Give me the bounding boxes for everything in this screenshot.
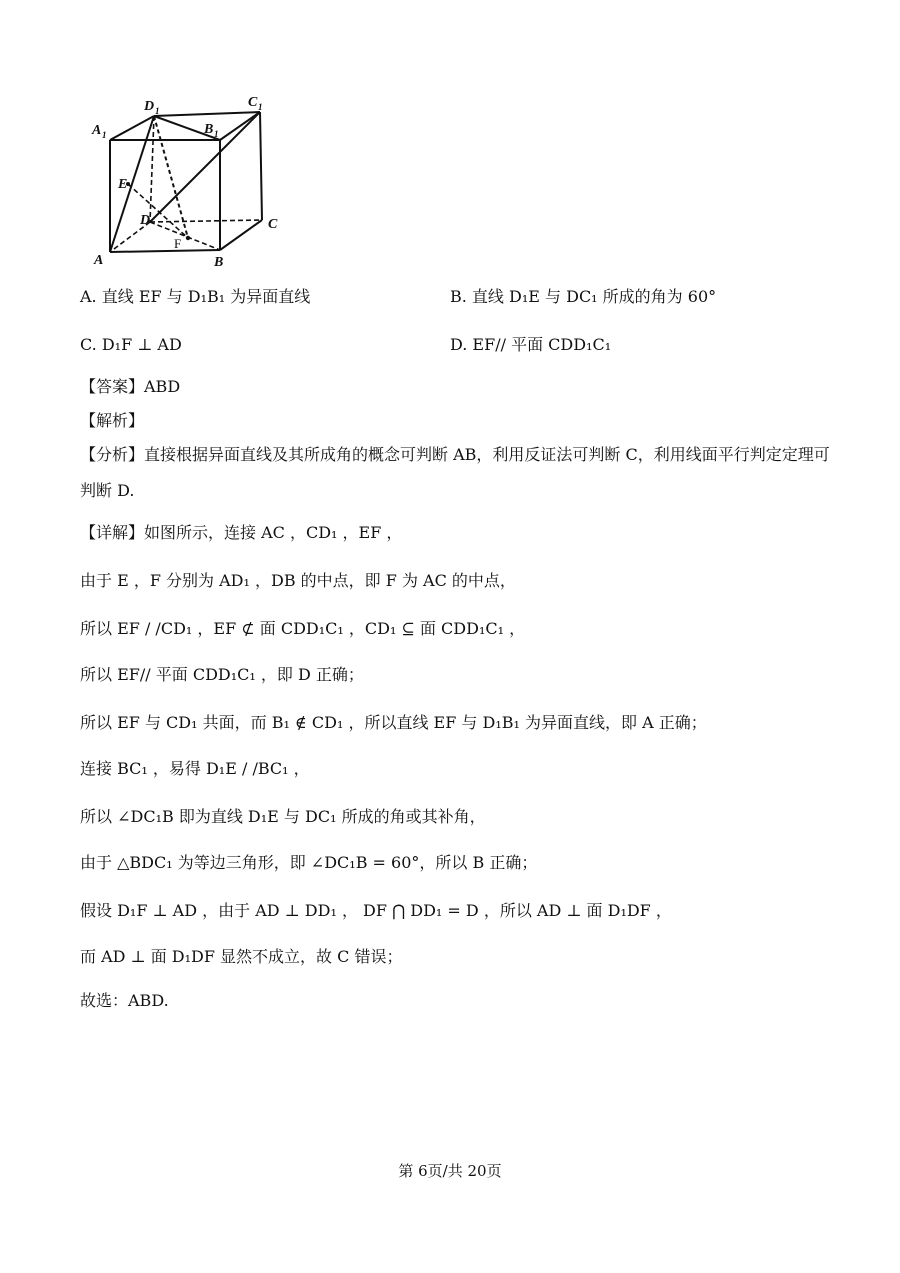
label-c1-sub: 1	[258, 102, 263, 112]
label-b1: B	[204, 122, 214, 137]
solution-line: 所以 EF// 平面 CDD₁C₁ ，即 D 正确；	[80, 665, 364, 684]
solution-line: 故选：ABD.	[80, 991, 169, 1010]
option-c: C. D₁F ⊥ AD	[80, 335, 182, 354]
label-a: A	[94, 253, 104, 268]
label-d: D	[140, 213, 151, 228]
fenxi-line-1: 【分析】直接根据异面直线及其所成角的概念可判断 AB，利用反证法可判断 C，利用线面平行判定定理可	[80, 445, 830, 464]
solution-line: 连接 BC₁ ，易得 D₁E / /BC₁ ，	[80, 759, 310, 778]
cube-diagram	[88, 88, 288, 270]
solution-line: 假设 D₁F ⊥ AD ，由于 AD ⊥ DD₁ ， DF ⋂ DD₁ = D ，所以 AD ⊥ 面 D₁DF ，	[80, 901, 672, 920]
page-footer: 第 6页/共 20页	[398, 1162, 502, 1180]
label-b: B	[214, 255, 224, 270]
label-b1-sub: 1	[214, 129, 219, 139]
label-d1-sub: 1	[155, 106, 160, 116]
label-c: C	[268, 217, 278, 232]
solution-line: 而 AD ⊥ 面 D₁DF 显然不成立，故 C 错误；	[80, 947, 403, 966]
solution-line: 由于 △BDC₁ 为等边三角形，即 ∠DC₁B = 60°，所以 B 正确；	[80, 853, 538, 872]
option-a: A. 直线 EF 与 D₁B₁ 为异面直线	[80, 287, 311, 306]
answer-line: 【答案】ABD	[80, 377, 181, 396]
label-f: F	[174, 236, 182, 251]
fenxi-line-2: 判断 D.	[80, 481, 135, 500]
label-a1: A	[92, 123, 102, 138]
solution-line: 所以 ∠DC₁B 即为直线 D₁E 与 DC₁ 所成的角或其补角，	[80, 807, 486, 826]
cube-figure	[88, 88, 288, 270]
label-a1-sub: 1	[102, 130, 107, 140]
analysis-label: 【解析】	[80, 411, 145, 430]
solution-line: 【详解】如图所示，连接 AC ，CD₁ ，EF ，	[80, 523, 403, 542]
option-d: D. EF// 平面 CDD₁C₁	[450, 335, 612, 354]
label-c1: C	[248, 95, 258, 110]
solution-line: 所以 EF 与 CD₁ 共面，而 B₁ ∉ CD₁ ，所以直线 EF 与 D₁B₁ 为异面直线，即 A 正确；	[80, 713, 707, 732]
label-d1: D	[144, 99, 155, 114]
solution-line: 由于 E ，F 分别为 AD₁ ，DB 的中点，即 F 为 AC 的中点，	[80, 571, 516, 590]
solution-line: 所以 EF / /CD₁ ，EF ⊄ 面 CDD₁C₁ ，CD₁ ⊆ 面 CDD₁C₁ ，	[80, 619, 526, 638]
option-b: B. 直线 D₁E 与 DC₁ 所成的角为 60°	[450, 287, 717, 306]
label-e: E	[118, 177, 128, 192]
